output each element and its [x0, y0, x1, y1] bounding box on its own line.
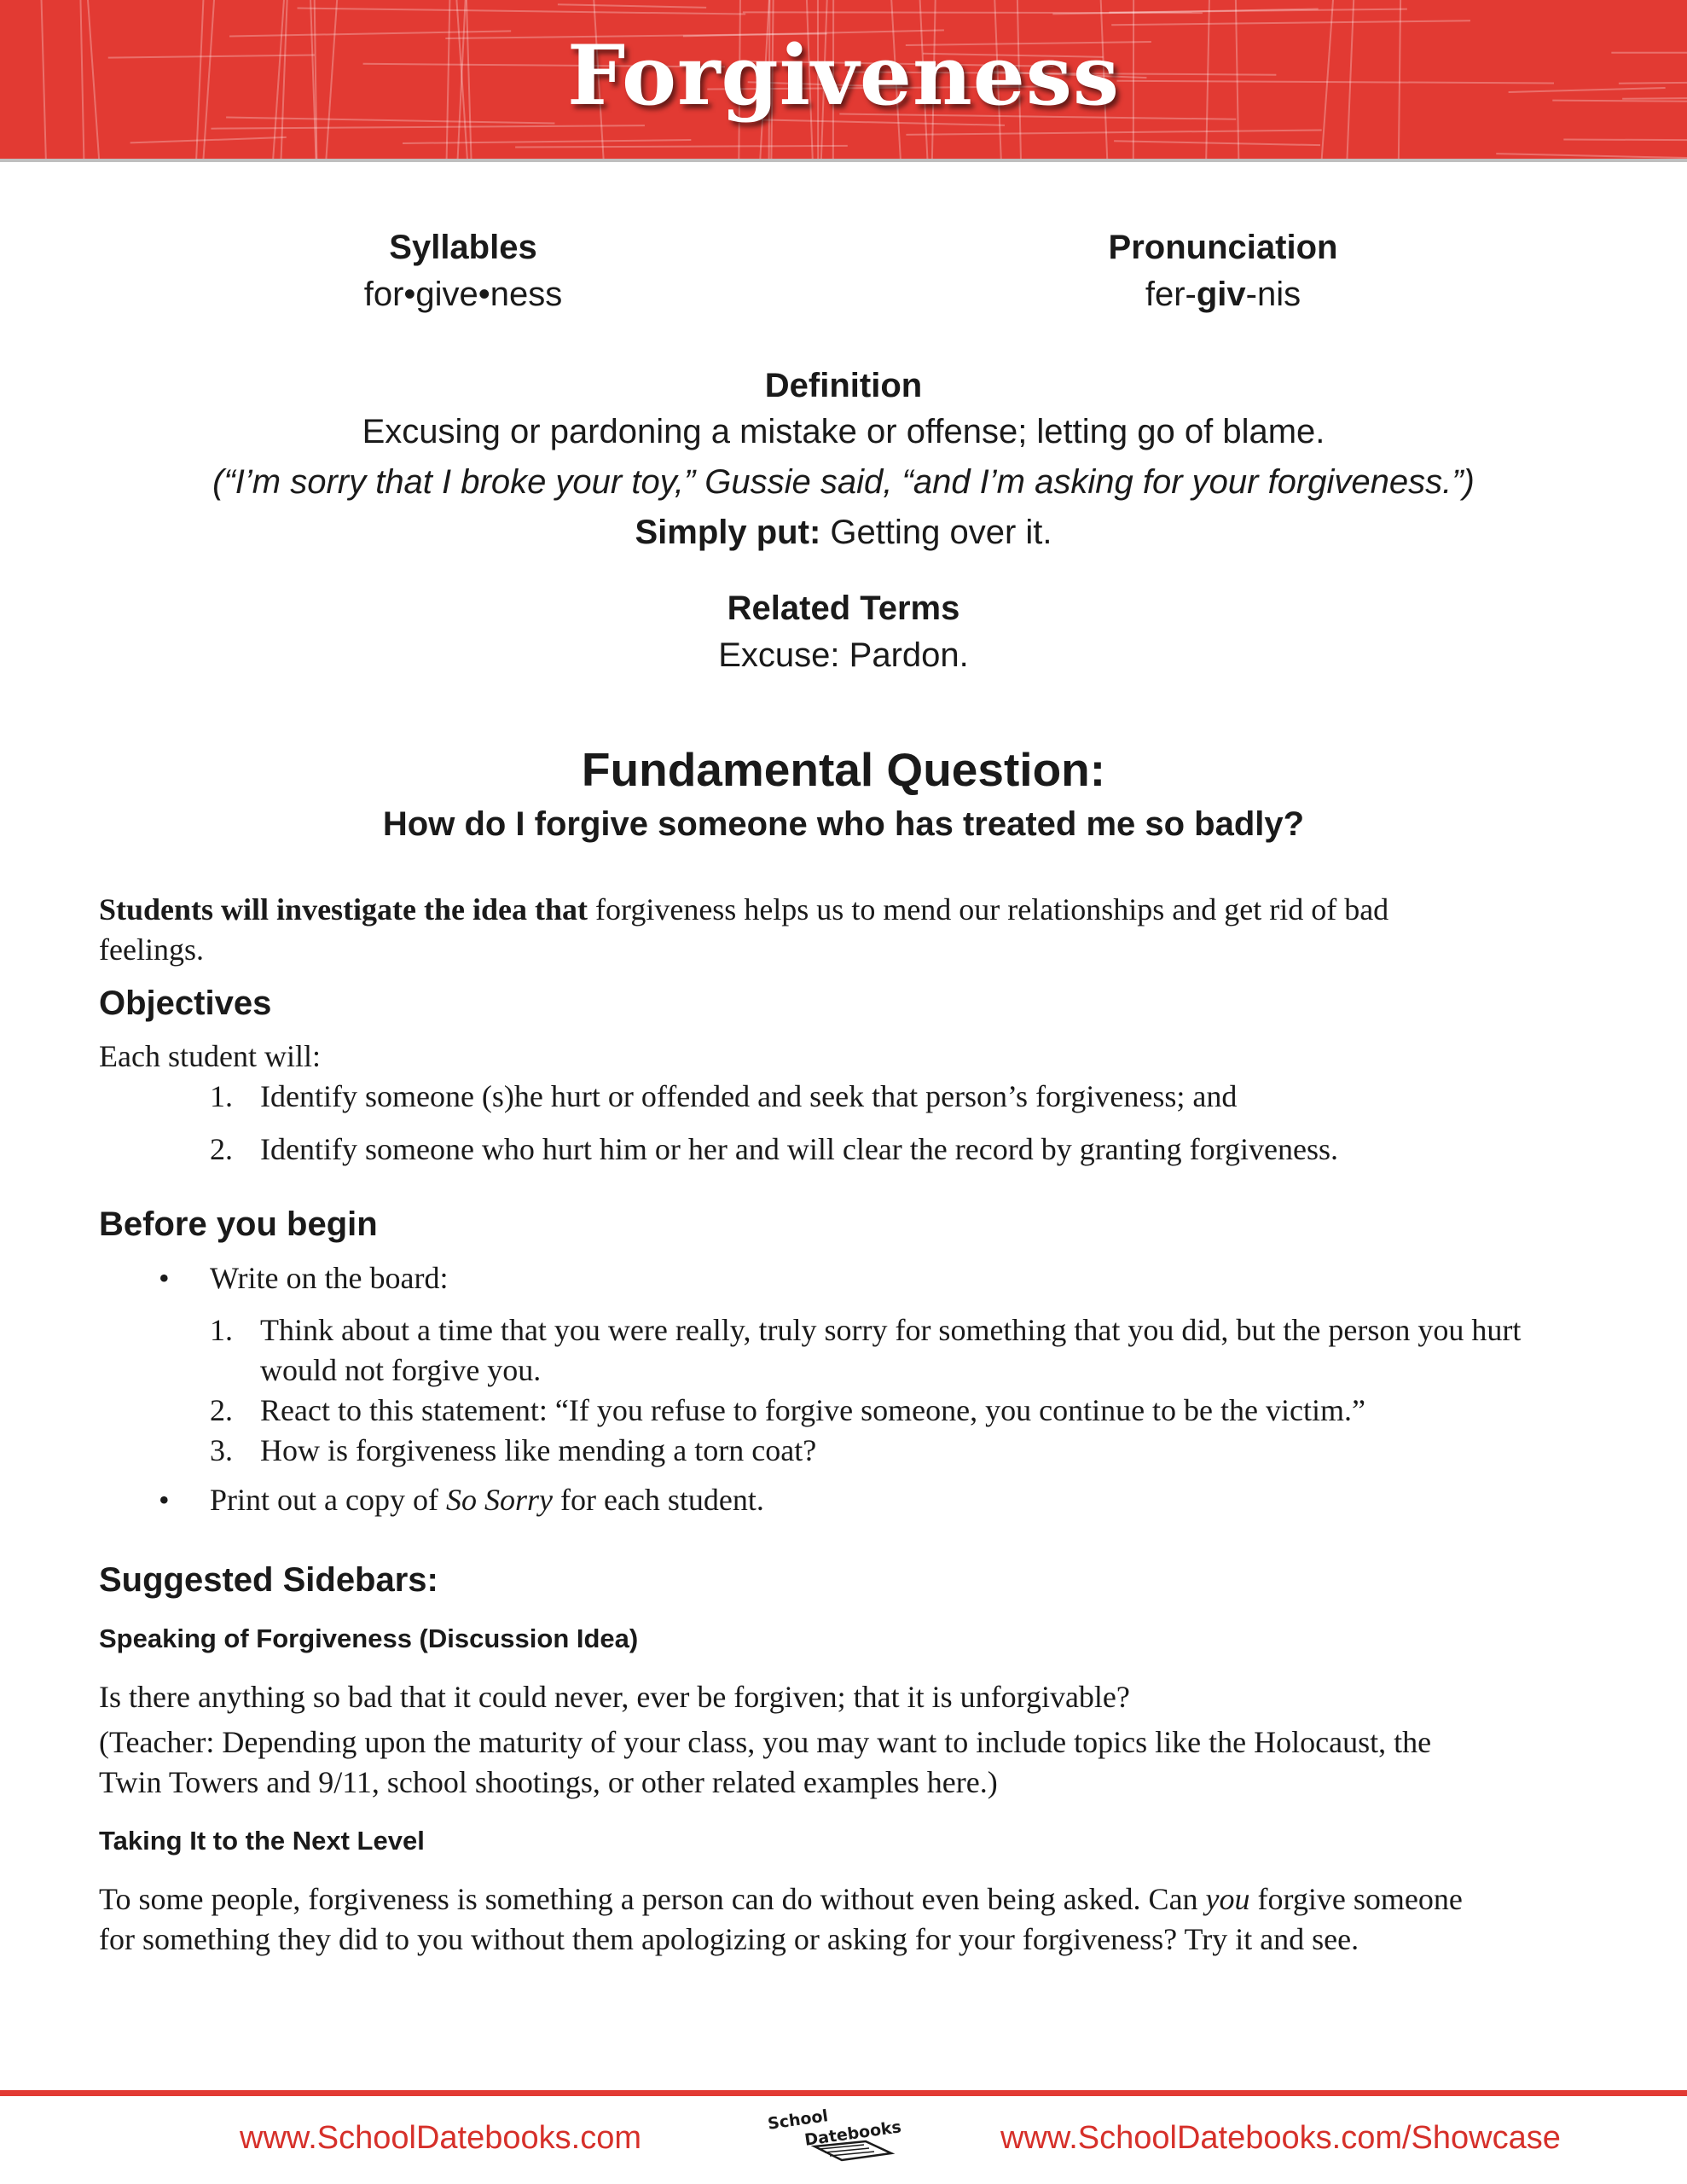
list-number: 3. [210, 1433, 233, 1467]
list-text: How is forgiveness like mending a torn coat? [260, 1433, 817, 1467]
bullet2-pre: Print out a copy of [210, 1483, 446, 1517]
definition-example: (“I’m sorry that I broke your toy,” Gussie said, “and I’m asking for your forgiveness.”) [212, 463, 1475, 501]
list-item [210, 1391, 1626, 1431]
speaking-question: Is there anything so bad that it could never, ever be forgiven; that it is unforgivable? [99, 1680, 1130, 1714]
footer-link-home[interactable]: www.SchoolDatebooks.com [240, 2120, 641, 2156]
texture-stroke [1114, 141, 1320, 145]
speaking-note-line-2: Twin Towers and 9/11, school shootings, or other related examples here.) [99, 1765, 998, 1799]
simply-put [0, 508, 1687, 558]
intro-line-1 [99, 890, 1600, 930]
intro-line-2: feelings. [99, 932, 204, 967]
pronunciation-pre: fer- [1145, 276, 1197, 313]
pronunciation-value [1052, 269, 1394, 320]
bullet-icon: • [159, 1261, 170, 1295]
definition-block [0, 364, 1687, 558]
list-item [210, 1431, 1626, 1471]
objectives-heading: Objectives [99, 985, 272, 1022]
texture-stroke [298, 9, 746, 15]
speaking-note [99, 1722, 1617, 1803]
intro-bold: Students will investigate the idea that [99, 892, 588, 926]
definition-label: Definition [764, 367, 923, 404]
definition-text: Excusing or pardoning a mistake or offense; letting go of blame. [362, 413, 1325, 450]
next-level-text [99, 1879, 1634, 1960]
syllables-label: Syllables [389, 229, 537, 266]
list-text [210, 1480, 1626, 1520]
texture-stroke [130, 137, 287, 142]
texture-stroke [1111, 20, 1470, 25]
speaking-note-line-1: (Teacher: Depending upon the maturity of your class, you may want to include topics like the Holocaust, the [99, 1725, 1432, 1759]
before-heading: Before you begin [99, 1205, 378, 1243]
pronunciation-post: -nis [1245, 276, 1301, 313]
next-level-line-1 [99, 1879, 1634, 1920]
related-terms-label: Related Terms [727, 590, 960, 627]
objectives-lead: Each student will: [99, 1039, 321, 1073]
next-level-line-2: for something they did to you without them apologizing or asking for your forgiveness? Try it and see. [99, 1922, 1359, 1956]
fundamental-question: How do I forgive someone who has treated me so badly? [382, 805, 1305, 843]
list-text: React to this statement: “If you refuse to forgive someone, you continue to be the victim.” [260, 1393, 1365, 1427]
footer-link-showcase[interactable]: www.SchoolDatebooks.com/Showcase [1000, 2120, 1561, 2156]
list-text-continued: would not forgive you. [260, 1353, 542, 1387]
list-item [210, 1077, 1617, 1117]
simply-put-value: Getting over it. [820, 514, 1052, 551]
list-number: 1. [210, 1313, 233, 1347]
texture-stroke [515, 146, 848, 148]
next-post: forgive someone [1249, 1882, 1463, 1916]
objectives-list [210, 1077, 1617, 1170]
fundamental-block [0, 741, 1687, 850]
related-terms-value: Excuse: Pardon. [718, 636, 969, 674]
bullet-icon: • [159, 1483, 170, 1517]
list-text: Write on the board: [210, 1261, 449, 1295]
texture-stroke [1496, 154, 1687, 160]
syllables-block [293, 226, 634, 320]
list-text: Identify someone who hurt him or her and will clear the record by granting forgiveness. [260, 1132, 1338, 1166]
texture-stroke [743, 12, 1203, 13]
pronunciation-stress: giv [1196, 276, 1246, 313]
intro-paragraph [99, 890, 1600, 970]
list-number: 2. [210, 1393, 233, 1427]
texture-stroke [906, 131, 1321, 135]
logo-word-top: School [766, 2106, 830, 2134]
list-item [210, 1310, 1626, 1391]
logo-word-bottom: Datebooks [803, 2117, 903, 2150]
footer-rule [0, 2090, 1687, 2096]
intro-text: forgiveness helps us to mend our relationships and get rid of bad [588, 892, 1389, 926]
page-title: Forgiveness [567, 27, 1120, 124]
bullet2-italic: So Sorry [445, 1483, 553, 1517]
pronunciation-block [1052, 226, 1394, 320]
header-banner [0, 0, 1687, 162]
before-bullet-2 [159, 1480, 1626, 1520]
list-item [210, 1130, 1617, 1170]
texture-stroke [558, 4, 706, 8]
logo-book-icon [763, 2109, 921, 2169]
related-terms-block [0, 587, 1687, 681]
before-numbered-list [210, 1310, 1626, 1471]
list-text: Identify someone (s)he hurt or offended and seek that person’s forgiveness; and [260, 1079, 1238, 1113]
list-text: Think about a time that you were really, truly sorry for something that you did, but the person you hurt [260, 1313, 1522, 1347]
list-number: 1. [210, 1079, 233, 1113]
pronunciation-label: Pronunciation [1108, 229, 1338, 266]
list-number: 2. [210, 1132, 233, 1166]
speaking-title: Speaking of Forgiveness (Discussion Idea) [99, 1623, 639, 1653]
fundamental-heading: Fundamental Question: [581, 743, 1106, 796]
list-item [159, 1480, 1626, 1520]
syllables-value: for•give•ness [363, 276, 563, 313]
texture-stroke [403, 140, 691, 143]
school-datebooks-logo [763, 2106, 921, 2169]
bullet2-post: for each student. [552, 1483, 764, 1517]
list-item [159, 1258, 1626, 1298]
texture-stroke [1563, 139, 1687, 141]
before-bullet-1 [159, 1258, 1626, 1298]
next-pre: To some people, forgiveness is something a person can do without even being asked. Can [99, 1882, 1206, 1916]
sidebars-heading: Suggested Sidebars: [99, 1561, 438, 1599]
simply-put-label: Simply put: [635, 514, 821, 551]
next-italic: you [1205, 1882, 1250, 1916]
next-level-title: Taking It to the Next Level [99, 1826, 425, 1856]
